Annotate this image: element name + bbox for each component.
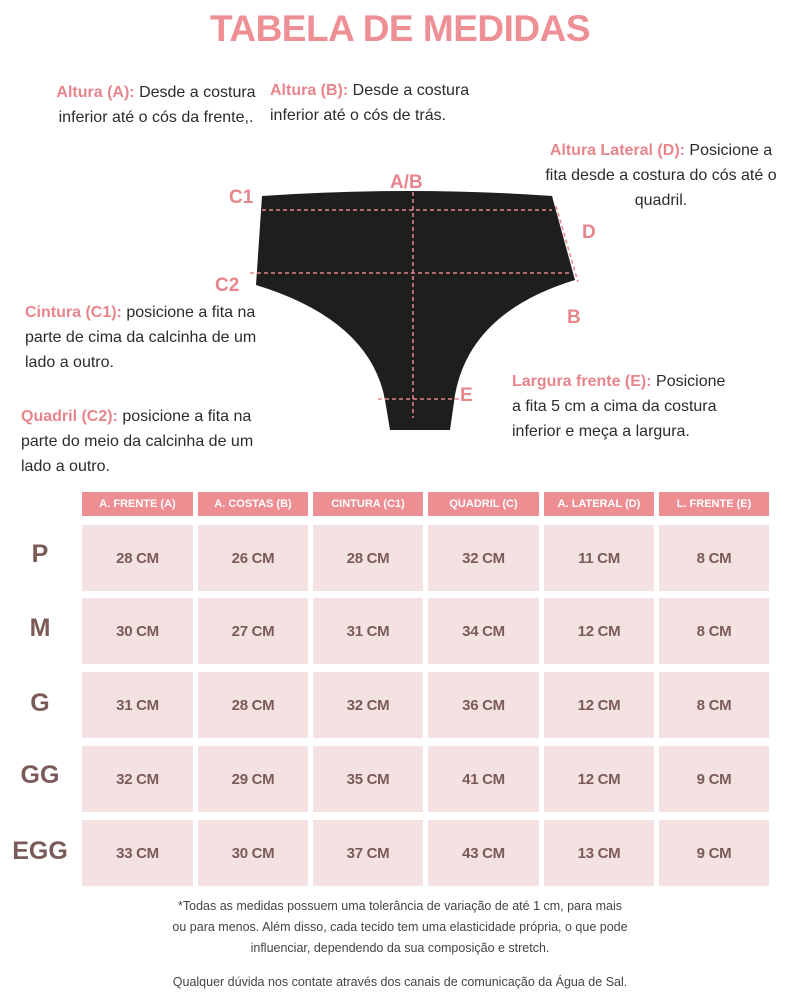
altura-lateral-text-3: quadril. [634,192,688,209]
size-m: M [29,614,51,642]
size-p: P [31,540,49,568]
header-a-frente: A. FRENTE (A) [82,492,193,516]
quadril-key: Quadril (C2): [21,408,118,425]
largura-key: Largura frente (E): [512,373,652,390]
altura-b-key: Altura (B): [270,82,349,99]
table-cell: 30 CM [198,820,308,886]
panty-shape [256,191,575,430]
table-cell: 35 CM [313,746,423,812]
altura-lateral-key: Altura Lateral (D): [549,142,685,159]
table-cell: 32 CM [82,746,193,812]
table-cell: 12 CM [544,672,654,738]
cintura-key: Cintura (C1): [25,304,122,321]
altura-a-text-1: Desde a costura [134,84,256,101]
altura-a-key: Altura (A): [56,84,135,101]
quadril-text-3: lado a outro. [21,458,110,475]
table-cell: 32 CM [428,525,539,591]
table-cell: 9 CM [659,746,769,812]
altura-lateral-text-1: Posicione a [684,142,773,159]
table-cell: 36 CM [428,672,539,738]
table-cell: 26 CM [198,525,308,591]
table-cell: 12 CM [544,598,654,664]
garment-illustration [0,0,800,480]
altura-b-text-2: inferior até o cós de trás. [270,107,447,124]
page-title: TABELA DE MEDIDAS [210,8,590,49]
quadril-text-1: posicione a fita na [117,408,252,425]
table-cell: 30 CM [82,598,193,664]
cintura-text-2: parte de cima da calcinha de um [25,329,257,346]
label-c1: C1 [229,187,254,208]
label-ab: A/B [390,172,423,193]
quadril-text-2: parte do meio da calcinha de um [21,433,254,450]
tolerance-note [150,896,650,959]
size-g: G [30,689,50,717]
largura-text-3: inferior e meça a largura. [512,423,690,440]
header-l-frente: L. FRENTE (E) [659,492,769,516]
contact-note: Qualquer dúvida nos contate através dos canais de comunicação da Água de Sal. [172,975,628,989]
header-cintura: CINTURA (C1) [313,492,423,516]
label-e: E [460,385,473,406]
table-cell: 11 CM [544,525,654,591]
altura-b-text-1: Desde a costura [348,82,470,99]
largura-text-1: Posicione [651,373,726,390]
table-cell: 31 CM [82,672,193,738]
header-quadril: QUADRIL (C) [428,492,539,516]
table-cell: 28 CM [313,525,423,591]
size-gg: GG [20,761,60,789]
table-cell: 13 CM [544,820,654,886]
table-cell: 12 CM [544,746,654,812]
table-cell: 27 CM [198,598,308,664]
table-cell: 32 CM [313,672,423,738]
largura-text-2: a fita 5 cm a cima da costura [512,398,717,415]
table-cell: 8 CM [659,525,769,591]
size-egg: EGG [12,837,68,865]
altura-lateral-text-2: fita desde a costura do cós até o [545,167,777,184]
table-cell: 28 CM [198,672,308,738]
table-cell: 34 CM [428,598,539,664]
header-a-costas: A. COSTAS (B) [198,492,308,516]
altura-a-text-2: inferior até o cós da frente,. [58,109,254,126]
table-cell: 9 CM [659,820,769,886]
label-b: B [567,307,581,328]
table-cell: 37 CM [313,820,423,886]
cintura-text-1: posicione a fita na [121,304,256,321]
note-line-1: *Todas as medidas possuem uma tolerância de variação de até 1 cm, para mais [178,899,622,913]
table-cell: 29 CM [198,746,308,812]
label-d: D [582,222,596,243]
table-cell: 31 CM [313,598,423,664]
table-cell: 8 CM [659,672,769,738]
table-cell: 28 CM [82,525,193,591]
note-line-2: ou para menos. Além disso, cada tecido tem uma elasticidade própria, o que pode [172,920,628,934]
table-cell: 41 CM [428,746,539,812]
table-cell: 8 CM [659,598,769,664]
table-cell: 43 CM [428,820,539,886]
table-cell: 33 CM [82,820,193,886]
note-line-3: influenciar, dependendo da sua composição e stretch. [250,941,550,955]
label-c2: C2 [215,275,240,296]
header-a-lateral: A. LATERAL (D) [544,492,654,516]
cintura-text-3: lado a outro. [25,354,114,371]
